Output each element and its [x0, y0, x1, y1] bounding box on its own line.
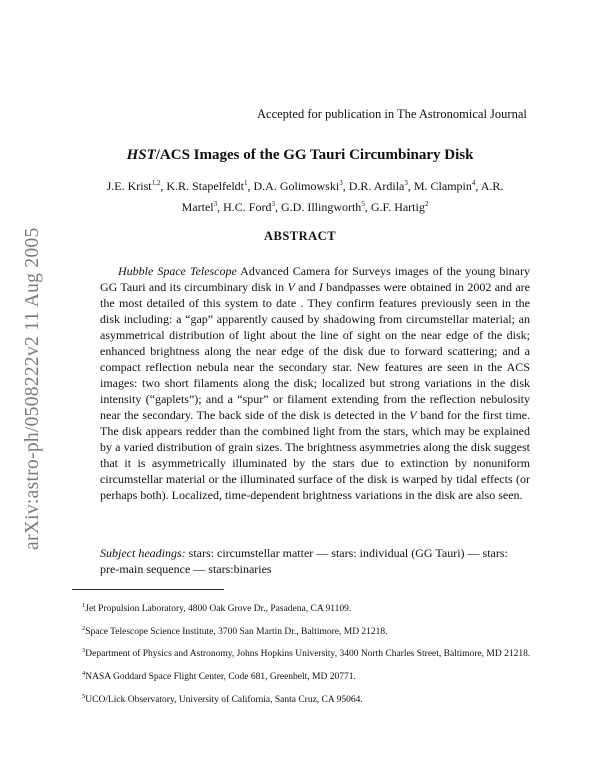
acceptance-note: Accepted for publication in The Astronomical Journal: [257, 107, 527, 121]
subject-headings-text: stars: circumstellar matter — stars: individual (GG Tauri) — stars: pre-main sequence — stars:binaries: [100, 546, 508, 576]
footnote: $^5$UCO/Lick Observatory, University of California, Santa Cruz, CA 95064.: [82, 692, 363, 705]
author: K.R. Stapelfeldt$^1$,: [166, 179, 254, 193]
author: J.E. Krist$^{1,2}$,: [106, 179, 167, 193]
footnotes: [72, 600, 532, 713]
title-rest: /ACS Images of the GG Tauri Circumbinary Disk: [155, 147, 474, 163]
author: A.R. Martel$^3$,: [181, 179, 504, 214]
footnote: $^2$Space Telescope Science Institute, 3700 San Martin Dr., Baltimore, MD 21218.: [82, 624, 388, 637]
subject-headings-label: Subject headings:: [100, 546, 186, 560]
author: G.D. Illingworth$^5$,: [280, 200, 371, 214]
author-list: [105, 174, 505, 216]
subject-headings: [100, 545, 520, 577]
footnote: $^1$Jet Propulsion Laboratory, 4800 Oak Grove Dr., Pasadena, CA 91109.: [82, 602, 352, 615]
author: H.C. Ford$^3$,: [223, 200, 281, 214]
abstract-lead: Hubble Space Telescope: [118, 264, 237, 278]
footnote: $^3$Department of Physics and Astronomy, Johns Hopkins University, 3400 North Charles Street, Baltimore, MD 21218.: [82, 647, 531, 660]
author: D.R. Ardila$^3$,: [348, 179, 414, 193]
author: M. Clampin$^4$,: [413, 179, 481, 193]
title-italic-part: HST: [126, 147, 156, 163]
author: D.A. Golimowski$^3$,: [253, 179, 349, 193]
paper-title: [0, 147, 600, 164]
author: G.F. Hartig$^2$: [370, 200, 429, 214]
footnote: $^4$NASA Goddard Space Flight Center, Code 681, Greenbelt, MD 20771.: [82, 669, 356, 683]
footnote-divider: [72, 589, 224, 590]
arxiv-identifier: arXiv:astro-ph/0508222v2 11 Aug 2005: [22, 227, 43, 550]
abstract-heading: ABSTRACT: [263, 229, 337, 243]
abstract-text: Hubble Space Telescope Advanced Camera for Surveys images of the young binary GG Tauri and its circumbinary disk in V and I bandpasses were obtained in 2002 and are the most detailed of this system to date . They confirm features previously seen in the disk including: a “gap” apparently caused by shadowing from circumstellar material; an asymmetrical distribution of light about the line of sight on the near edge of the disk; enhanced brightness along the near edge of the disk due to forward scattering; and a compact reflection nebula near the secondary star. New features are seen in the ACS images: two short filaments along the disk; localized but strong variations in the disk intensity (“gaplets”); and a “spur” or filament extending from the reflection nebulosity near the secondary. The back side of the disk is detected in the V band for the first time. The disk appears redder than the combined light from the stars, which may be explained by a varied distribution of grain sizes. The brightness asymmetries along the disk suggest that it is asymmetrically illuminated by the stars due to extinction by nonuniform circumstellar material or the illuminated surface of the disk is warped by tidal effects (or perhaps both). Localized, time-dependent brightness variations in the disk are also seen.: [100, 264, 530, 502]
